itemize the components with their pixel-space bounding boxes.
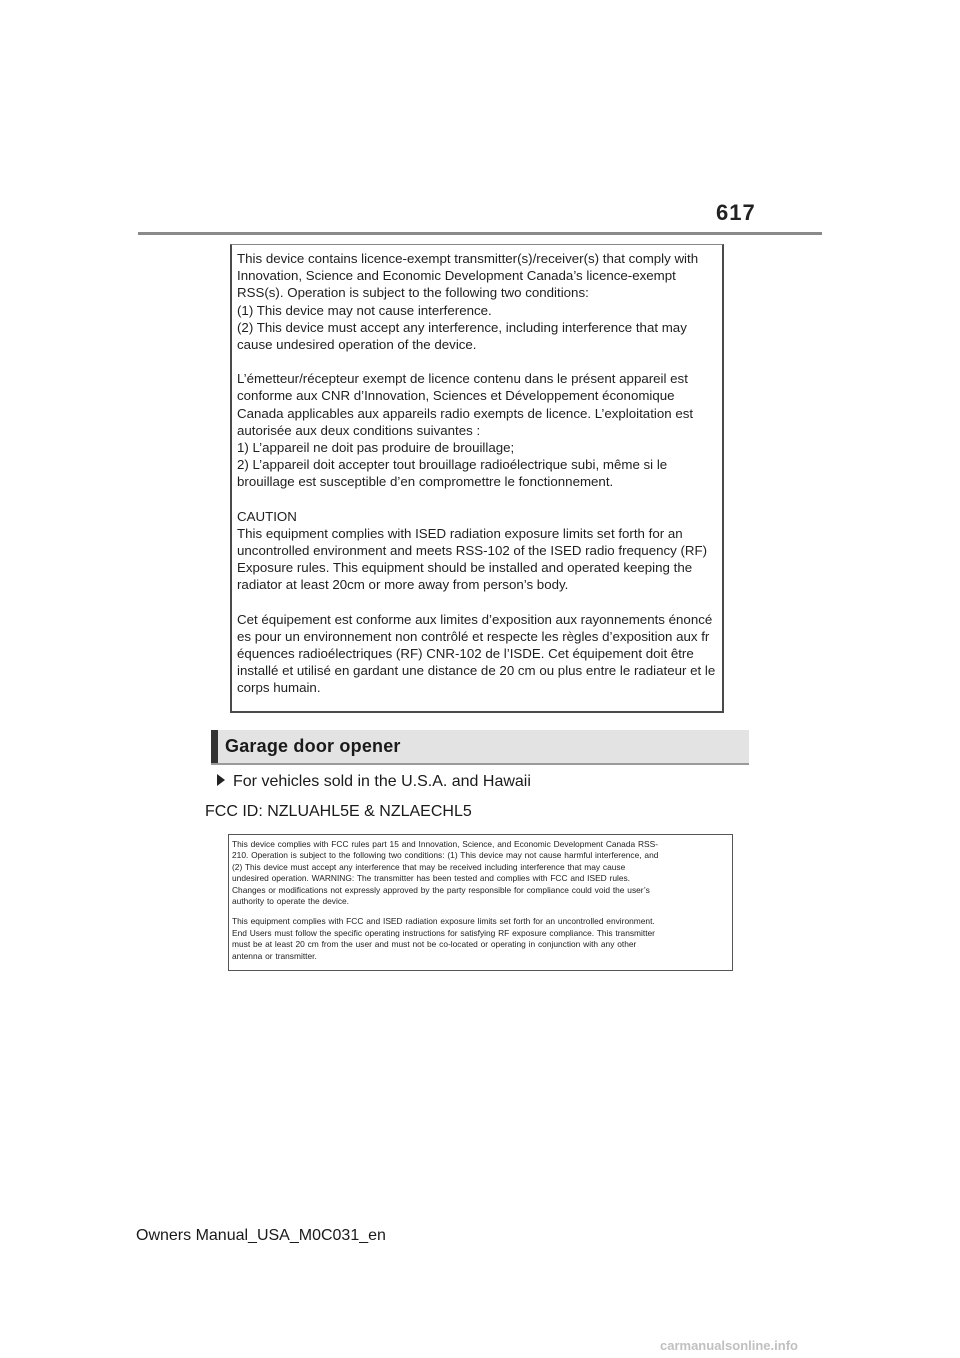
triangle-right-icon (217, 774, 225, 786)
notice-paragraph-french-licence: L’émetteur/récepteur exempt de licence contenu dans le présent appareil est conforme aux CNR d’Innovation, Sciences et Développement économique Canada applicables aux appareils radio exempts de licence. L’exploitation est autorisée aux deux conditions suivantes : 1) L’appareil ne doit pas produire de brouillage; 2) L’appareil doit accepter tout brouillage radioélectrique subi, même si le brouillage est susceptible d’en compromettre le fonctionnement. (237, 371, 694, 490)
notice-paragraph-caution: CAUTION This equipment complies with ISED radiation exposure limits set forth for an uncontrolled environment and meets RSS-102 of the ISED radio frequency (RF) Exposure rules. This equipment should be installed and operated keeping the radiator at least 20cm or more away from person’s body. (237, 508, 708, 593)
notice-paragraph-english-licence: This device contains licence-exempt transmitter(s)/receiver(s) that comply with Innovation, Science and Economic Development Canada’s licence-exempt RSS(s). Operation is subject to the following two conditions: (1) This device may not cause interference. (2) This device must accept any interference, including interference that may cause undesired operation of the device. (237, 251, 699, 353)
page-number: 617 (716, 200, 756, 225)
section-header-accent-bar (211, 730, 218, 763)
fcc-id-text: FCC ID: NZLUAHL5E & NZLAECHL5 (205, 803, 472, 820)
section-title: Garage door opener (225, 736, 401, 756)
notice-paragraph-french-exposure: Cet équipement est conforme aux limites d’exposition aux rayonnements énoncé es pour un environnement non contrôlé et respecte les règles d’exposition aux fr équences radioélectriques (RF) CNR-102 de l’ISDE. Cet équipement doit être installé et utilisé en gardant une distance de 20 cm ou plus entre le radiateur et le corps humain. (237, 611, 716, 696)
header-divider (138, 232, 822, 235)
footer-manual-id: Owners Manual_USA_M0C031_en (136, 1227, 386, 1244)
canada-notice-box (230, 244, 724, 713)
watermark: carmanualsonline.info (660, 1338, 798, 1353)
bullet-text: For vehicles sold in the U.S.A. and Hawaii (233, 773, 531, 790)
fcc-paragraph-compliance: This device complies with FCC rules part 15 and Innovation, Science, and Economic Development Canada RSS- 210. Operation is subject to the following two conditions: (1) This device may not cause harmful interference, and (2) This device must accept any interference that may be received including interference that may cause undesired operation. WARNING: The transmitter has been tested and complies with FCC and ISED rules. Changes or modifications not expressly approved by the party responsible for compliance could void the user’s authority to operate the device. (232, 839, 659, 907)
fcc-notice-box (228, 834, 733, 971)
bullet-item (217, 773, 531, 791)
section-header (211, 730, 749, 765)
fcc-paragraph-exposure: This equipment complies with FCC and ISED radiation exposure limits set forth for an uncontrolled environment. End Users must follow the specific operating instructions for satisfying RF exposure compliance. This transmitter must be at least 20 cm from the user and must not be co-located or operating in conjunction with any other antenna or transmitter. (232, 916, 655, 961)
